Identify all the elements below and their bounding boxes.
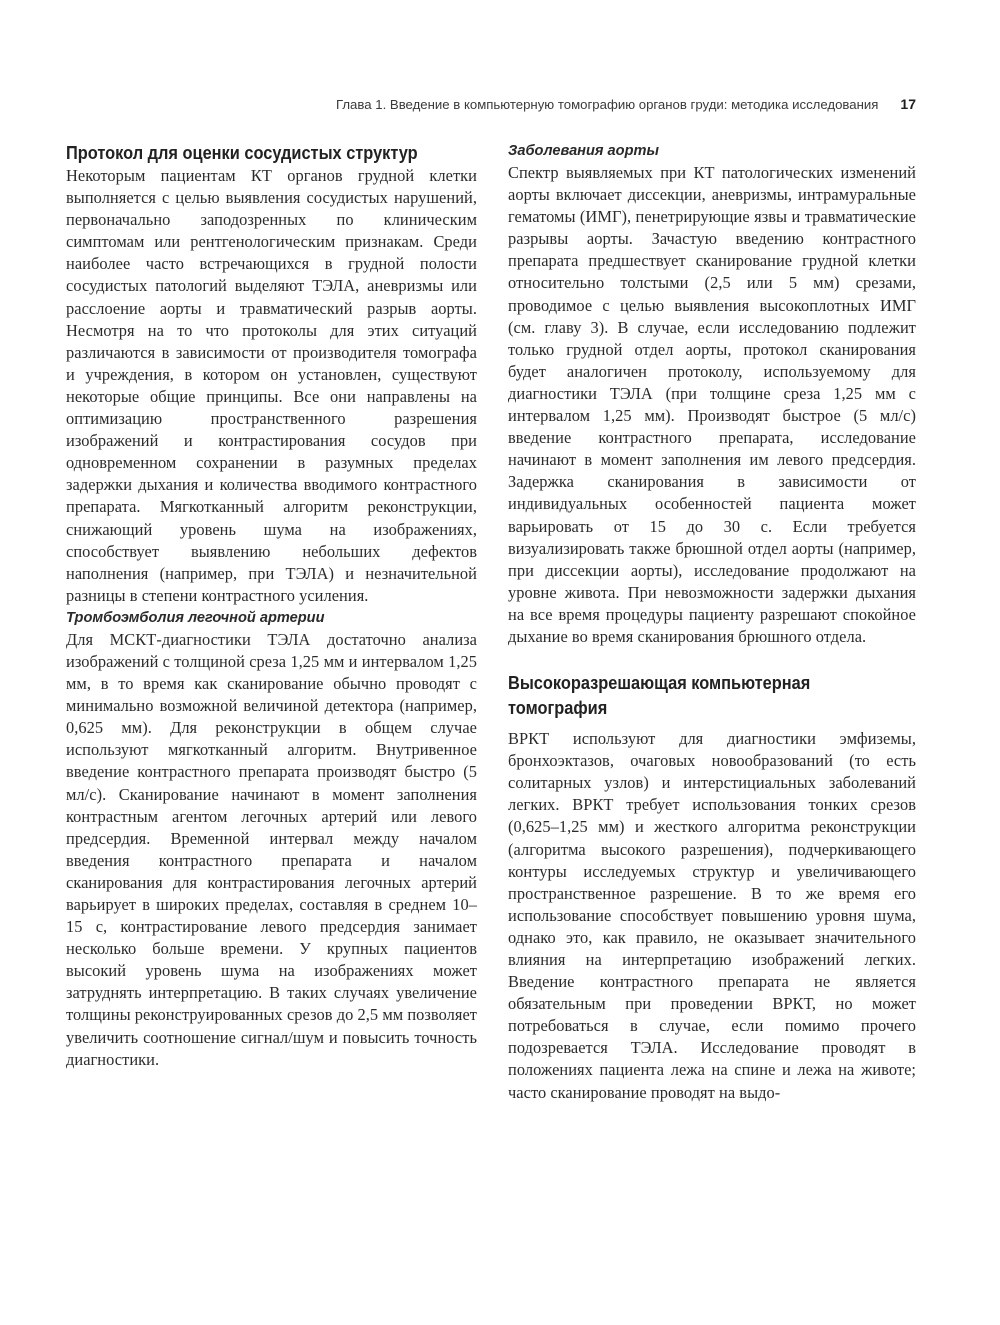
- section-title-hrct: [508, 670, 916, 720]
- subsection-title-aortic-disease: Заболевания аорты: [508, 143, 659, 159]
- section-title-hrct-line2: томография: [508, 697, 608, 719]
- paragraph-vascular-protocol: Некоторым пациентам КТ органов грудной клетки выполняется с целью выявления сосудистых нарушений, первоначально заподозренных по клиническим симптомам или рентгенологическим признакам. Среди наиболее часто встречающихся в грудной полости сосудистых патологий выделяют ТЭЛА, аневризмы или расслоение аорты и травматический разрыв аорты. Несмотря на то что протоколы для этих ситуаций различаются в зависимости от производителя томографа и учреждения, в котором он установлен, существуют некоторые общие принципы. Все они направлены на оптимизацию пространственного разрешения изображений и контрастирования сосудов при одновременном сохранении в разумных пределах задержки дыхания и количества вводимого контрастного препарата. Мягкотканный алгоритм реконструкции, снижающий уровень шума на изображениях, способствует выявлению небольших дефектов наполнения (например, при ТЭЛА) и незначительной разницы в степени контрастного усиления.: [66, 166, 477, 605]
- right-column: [508, 140, 916, 1104]
- section-title-hrct-line1: Высокоразрешающая компьютерная: [508, 672, 811, 694]
- chapter-title: Глава 1. Введение в компьютерную томографию органов груди: методика исследования: [335, 97, 879, 112]
- paragraph-pulmonary-embolism: Для МСКТ-диагностики ТЭЛА достаточно анализа изображений с толщиной среза 1,25 мм и интервалом 1,25 мм, в то время как сканирование обычно проводят с минимально возможной величиной детектора (например, 0,625 мм). Для реконструкции в общем случае используют мягкотканный алгоритм. Внутривенное введение контрастного препарата производят быстро (5 мл/с). Сканирование начинают в момент заполнения контрастным агентом легочных артерий или левого предсердия. Временной интервал между началом введения контрастного препарата и началом сканирования для контрастирования легочных артерий варьирует в широких пределах, составляя в среднем 10–15 с, контрастирование левого предсердия занимает несколько больше времени. У крупных пациентов высокий уровень шума на изображениях может затруднять интерпретацию. В таких случаях увеличение толщины реконструированных срезов до 2,5 мм позволяет увеличить соотношение сигнал/шум и повысить точность диагностики.: [66, 629, 477, 1069]
- paragraph-aortic-disease: Спектр выявляемых при КТ патологических изменений аорты включает диссекции, аневризмы, интрамуральные гематомы (ИМГ), пенетрирующие язвы и травматические разрывы аорты. Зачастую введению контрастного препарата предшествует сканирование грудной клетки относительно толстыми (2,5 или 5 мм) срезами, проводимое с целью выявления высокоплотных ИМГ (см. главу 3). В случае, если исследованию подлежит только грудной отдел аорты, протокол сканирования будет аналогичен протоколу, используемому для диагностики ТЭЛА (при толщине среза 1,25 мм с интервалом 1,25 мм). Производят быстрое (5 мл/с) введение контрастного препарата, исследование начинают в момент заполнения им левого предсердия. Задержка сканирования в зависимости от индивидуальных особенностей пациента может варьировать от 15 до 30 с. Если требуется визуализировать также брюшной отдел аорты (например, при диссекции аорты), исследование продолжают на уровне живота. При невозможности задержки дыхания на все время процедуры пациенту разрешают спокойное дыхание во время сканирования брюшного отдела.: [508, 163, 916, 646]
- subsection-title-pulmonary-embolism: Тромбоэмболия легочной артерии: [66, 609, 325, 626]
- paragraph-hrct: ВРКТ используют для диагностики эмфиземы, бронхоэктазов, очаговых новообразований (то есть солитарных узлов) и интерстициальных заболеваний легких. ВРКТ требует использования тонких срезов (0,625–1,25 мм) и жесткого алгоритма реконструкции (алгоритма высокого разрешения), подчеркивающего контуры исследуемых структур и увеличивающего пространственное разрешение. В то же время его использование способствует повышению уровня шума, однако это, как правило, не оказывает значительного влияния на интерпретацию изображений легких. Введение контрастного препарата не является обязательным при проведении ВРКТ, но может потребоваться в случае, если помимо прочего подозревается ТЭЛА. Исследование проводят в положениях пациента лежа на спине и лежа на животе; часто сканирование проводят на выдо-: [508, 729, 916, 1102]
- running-header: [0, 96, 916, 112]
- section-title-vascular-protocol: Протокол для оценки сосудистых структур: [66, 142, 418, 163]
- page-number: 17: [900, 96, 916, 112]
- left-column: [66, 140, 477, 1071]
